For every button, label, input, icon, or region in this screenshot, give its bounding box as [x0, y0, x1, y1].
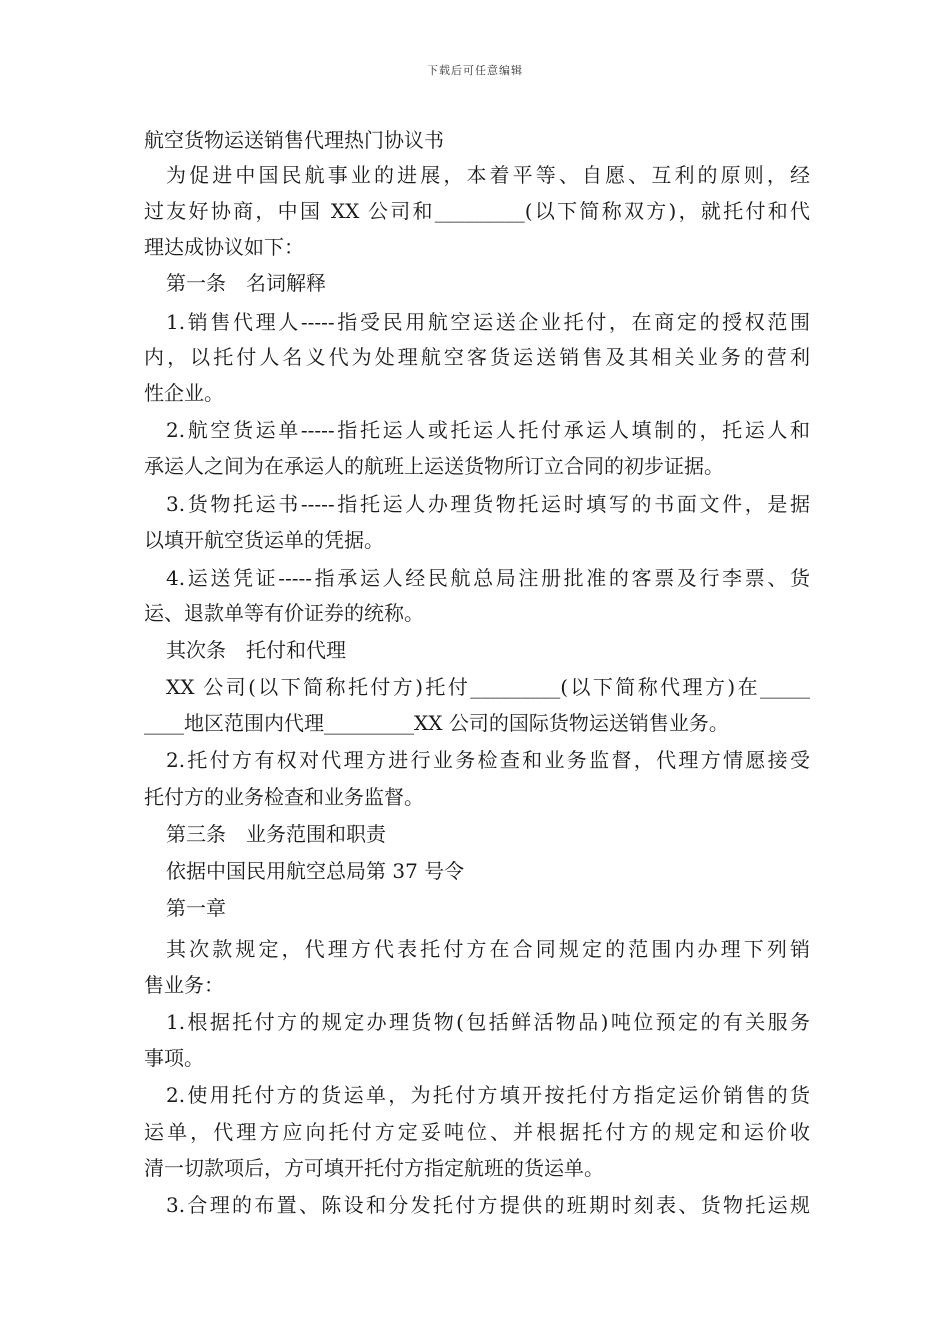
text-line: 为促进中国民航事业的进展，本着平等、自愿、互利的原则，经	[166, 163, 810, 187]
text-line: 其次款规定，代理方代表托付方在合同规定的范围内办理下列销	[166, 937, 810, 961]
text-line: 2.托付方有权对代理方进行业务检查和业务监督，代理方情愿接受	[166, 748, 810, 772]
doc-title: 航空货物运送销售代理热门协议书	[144, 128, 444, 152]
text-line: 承运人之间为在承运人的航班上运送货物所订立合同的初步证据。	[144, 454, 724, 478]
text-line: 4.运送凭证-----指承运人经民航总局注册批准的客票及行李票、货	[166, 566, 810, 590]
text-line: 1.销售代理人-----指受民用航空运送企业托付，在商定的授权范围	[166, 310, 810, 334]
text-line: 托付方的业务检查和业务监督。	[144, 785, 424, 809]
text-line: 3.合理的布置、陈设和分发托付方提供的班期时刻表、货物托运规	[166, 1193, 810, 1217]
text-line: 运、退款单等有价证券的统称。	[144, 601, 424, 625]
text-line: XX 公司(以下简称托付方)托付_________(以下简称代理方)在_____	[166, 675, 810, 699]
text-line: 运单，代理方应向托付方定妥吨位、并根据托付方的规定和运价收	[144, 1120, 810, 1144]
text-line: 售业务：	[144, 973, 224, 997]
header-note: 下载后可任意编辑	[427, 64, 523, 77]
text-line: 清一切款项后，方可填开托付方指定航班的货运单。	[144, 1156, 604, 1180]
text-line: 第一章	[166, 896, 226, 920]
text-line: 事项。	[144, 1046, 204, 1070]
text-line: 理达成协议如下：	[144, 235, 304, 259]
text-line: 以填开航空货运单的凭据。	[144, 528, 384, 552]
text-line: 依据中国民用航空总局第 37 号令	[166, 859, 465, 883]
text-line: 过友好协商，中国 XX 公司和_________(以下简称双方)，就托付和代	[144, 199, 810, 223]
text-line: 内，以托付人名义代为处理航空客货运送销售及其相关业务的营利	[144, 345, 810, 369]
text-line: ____地区范围内代理_________XX 公司的国际货物运送销售业务。	[144, 711, 729, 735]
text-line: 2.使用托付方的货运单，为托付方填开按托付方指定运价销售的货	[166, 1083, 810, 1107]
text-line: 2.航空货运单-----指托运人或托运人托付承运人填制的，托运人和	[166, 418, 810, 442]
section-heading: 其次条 托付和代理	[166, 638, 346, 662]
section-heading: 第三条 业务范围和职责	[166, 822, 386, 846]
text-line: 1.根据托付方的规定办理货物(包括鲜活物品)吨位预定的有关服务	[166, 1010, 810, 1034]
text-line: 3.货物托运书-----指托运人办理货物托运时填写的书面文件，是据	[166, 492, 810, 516]
section-heading: 第一条 名词解释	[166, 271, 326, 295]
text-line: 性企业。	[144, 381, 224, 405]
